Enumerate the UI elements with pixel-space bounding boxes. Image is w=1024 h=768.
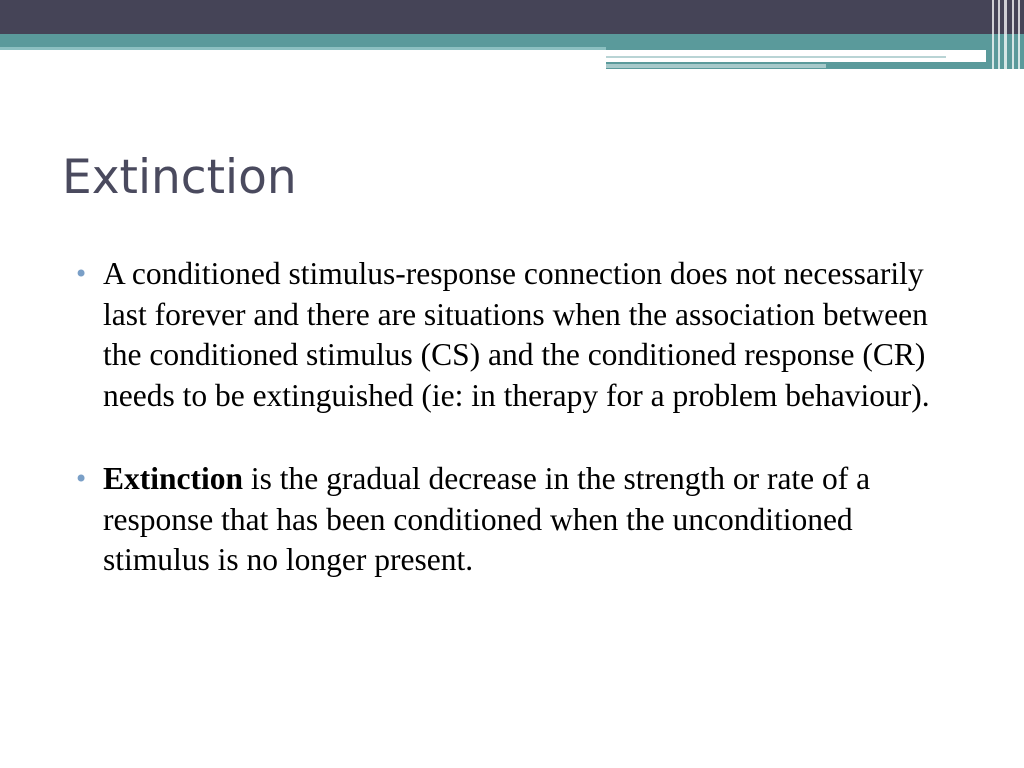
bullet-text: A conditioned stimulus-response connection does not necessarily last forever and there are situations when the association between the conditioned stimulus (CS) and the conditioned response (CR) needs to be extinguished (ie: in therapy for a problem behaviour). bbox=[103, 256, 930, 413]
bullet-item bbox=[74, 459, 954, 581]
bullet-list bbox=[74, 254, 954, 624]
header-stripe bbox=[992, 0, 994, 70]
bullet-term: Extinction bbox=[103, 461, 244, 496]
header-right-line bbox=[606, 64, 826, 68]
bullet-item bbox=[74, 254, 954, 416]
header-stripe bbox=[1004, 0, 1007, 70]
slide-title: Extinction bbox=[62, 150, 297, 205]
bullet-icon: • bbox=[74, 465, 89, 493]
header-dark-bar bbox=[0, 0, 1024, 34]
bullet-text: is the gradual decrease in the strength or rate of a response that has been conditioned when the unconditioned stimulus is no longer present. bbox=[103, 461, 871, 577]
bullet-icon: • bbox=[74, 260, 89, 288]
header-stripe bbox=[998, 0, 1000, 70]
header-right-line bbox=[606, 56, 946, 58]
header-stripe bbox=[1012, 0, 1014, 70]
header-accent-line bbox=[0, 47, 606, 50]
header-teal-bar bbox=[0, 34, 1024, 47]
header-stripe bbox=[1018, 0, 1020, 70]
